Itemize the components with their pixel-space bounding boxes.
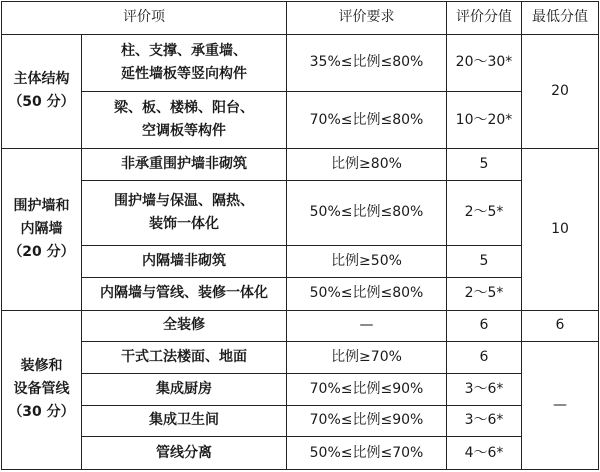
score-cell: 5 [447,246,522,278]
min-score-cell: 20 [522,34,599,148]
score-cell: 4～6* [447,437,522,470]
requirement-cell: 50%≤比例≤80% [287,180,447,245]
requirement-cell: 70%≤比例≤90% [287,373,447,405]
table-row [2,149,599,181]
item-cell: 内隔墙与管线、装修一体化 [82,277,287,310]
header-score: 评价分值 [447,2,522,35]
table-row [2,437,599,470]
requirement-cell: 比例≥50% [287,246,447,278]
requirement-cell: 50%≤比例≤70% [287,437,447,470]
requirement-cell: — [287,310,447,342]
assessment-score-table [1,1,599,470]
table-row [2,180,599,245]
score-cell: 5 [447,149,522,181]
score-cell: 20～30* [447,34,522,91]
header-row [2,2,599,35]
item-cell: 梁、板、楼梯、阳台、 空调板等构件 [82,91,287,148]
requirement-cell: 70%≤比例≤80% [287,91,447,148]
score-cell: 6 [447,310,522,342]
requirement-cell: 比例≥70% [287,342,447,374]
header-item: 评价项 [2,2,287,35]
table-row [2,246,599,278]
header-requirement: 评价要求 [287,2,447,35]
score-cell: 3～6* [447,405,522,437]
table-row [2,405,599,437]
requirement-cell: 比例≥80% [287,149,447,181]
item-cell: 干式工法楼面、地面 [82,342,287,374]
category-enclosure-partition: 围护墙和 内隔墙 （20 分） [2,149,82,310]
score-cell: 2～5* [447,277,522,310]
table-row [2,91,599,148]
min-score-cell: 10 [522,149,599,310]
item-cell: 围护墙与保温、隔热、 装饰一体化 [82,180,287,245]
item-cell: 非承重围护墙非砌筑 [82,149,287,181]
table-row [2,277,599,310]
score-cell: 3～6* [447,373,522,405]
requirement-cell: 35%≤比例≤80% [287,34,447,91]
score-cell: 2～5* [447,180,522,245]
item-cell: 管线分离 [82,437,287,470]
header-min-score: 最低分值 [522,2,599,35]
min-score-cell: 6 [522,310,599,342]
requirement-cell: 50%≤比例≤80% [287,277,447,310]
score-cell: 6 [447,342,522,374]
item-cell: 内隔墙非砌筑 [82,246,287,278]
table-row [2,373,599,405]
item-cell: 全装修 [82,310,287,342]
item-cell: 集成卫生间 [82,405,287,437]
item-cell: 柱、支撑、承重墙、 延性墙板等竖向构件 [82,34,287,91]
table-row [2,310,599,342]
item-cell: 集成厨房 [82,373,287,405]
requirement-cell: 70%≤比例≤90% [287,405,447,437]
table-row [2,34,599,91]
category-decoration-pipelines: 装修和 设备管线 （30 分） [2,310,82,469]
min-score-cell: — [522,342,599,470]
score-cell: 10～20* [447,91,522,148]
category-main-structure: 主体结构 （50 分） [2,34,82,148]
table-row [2,342,599,374]
